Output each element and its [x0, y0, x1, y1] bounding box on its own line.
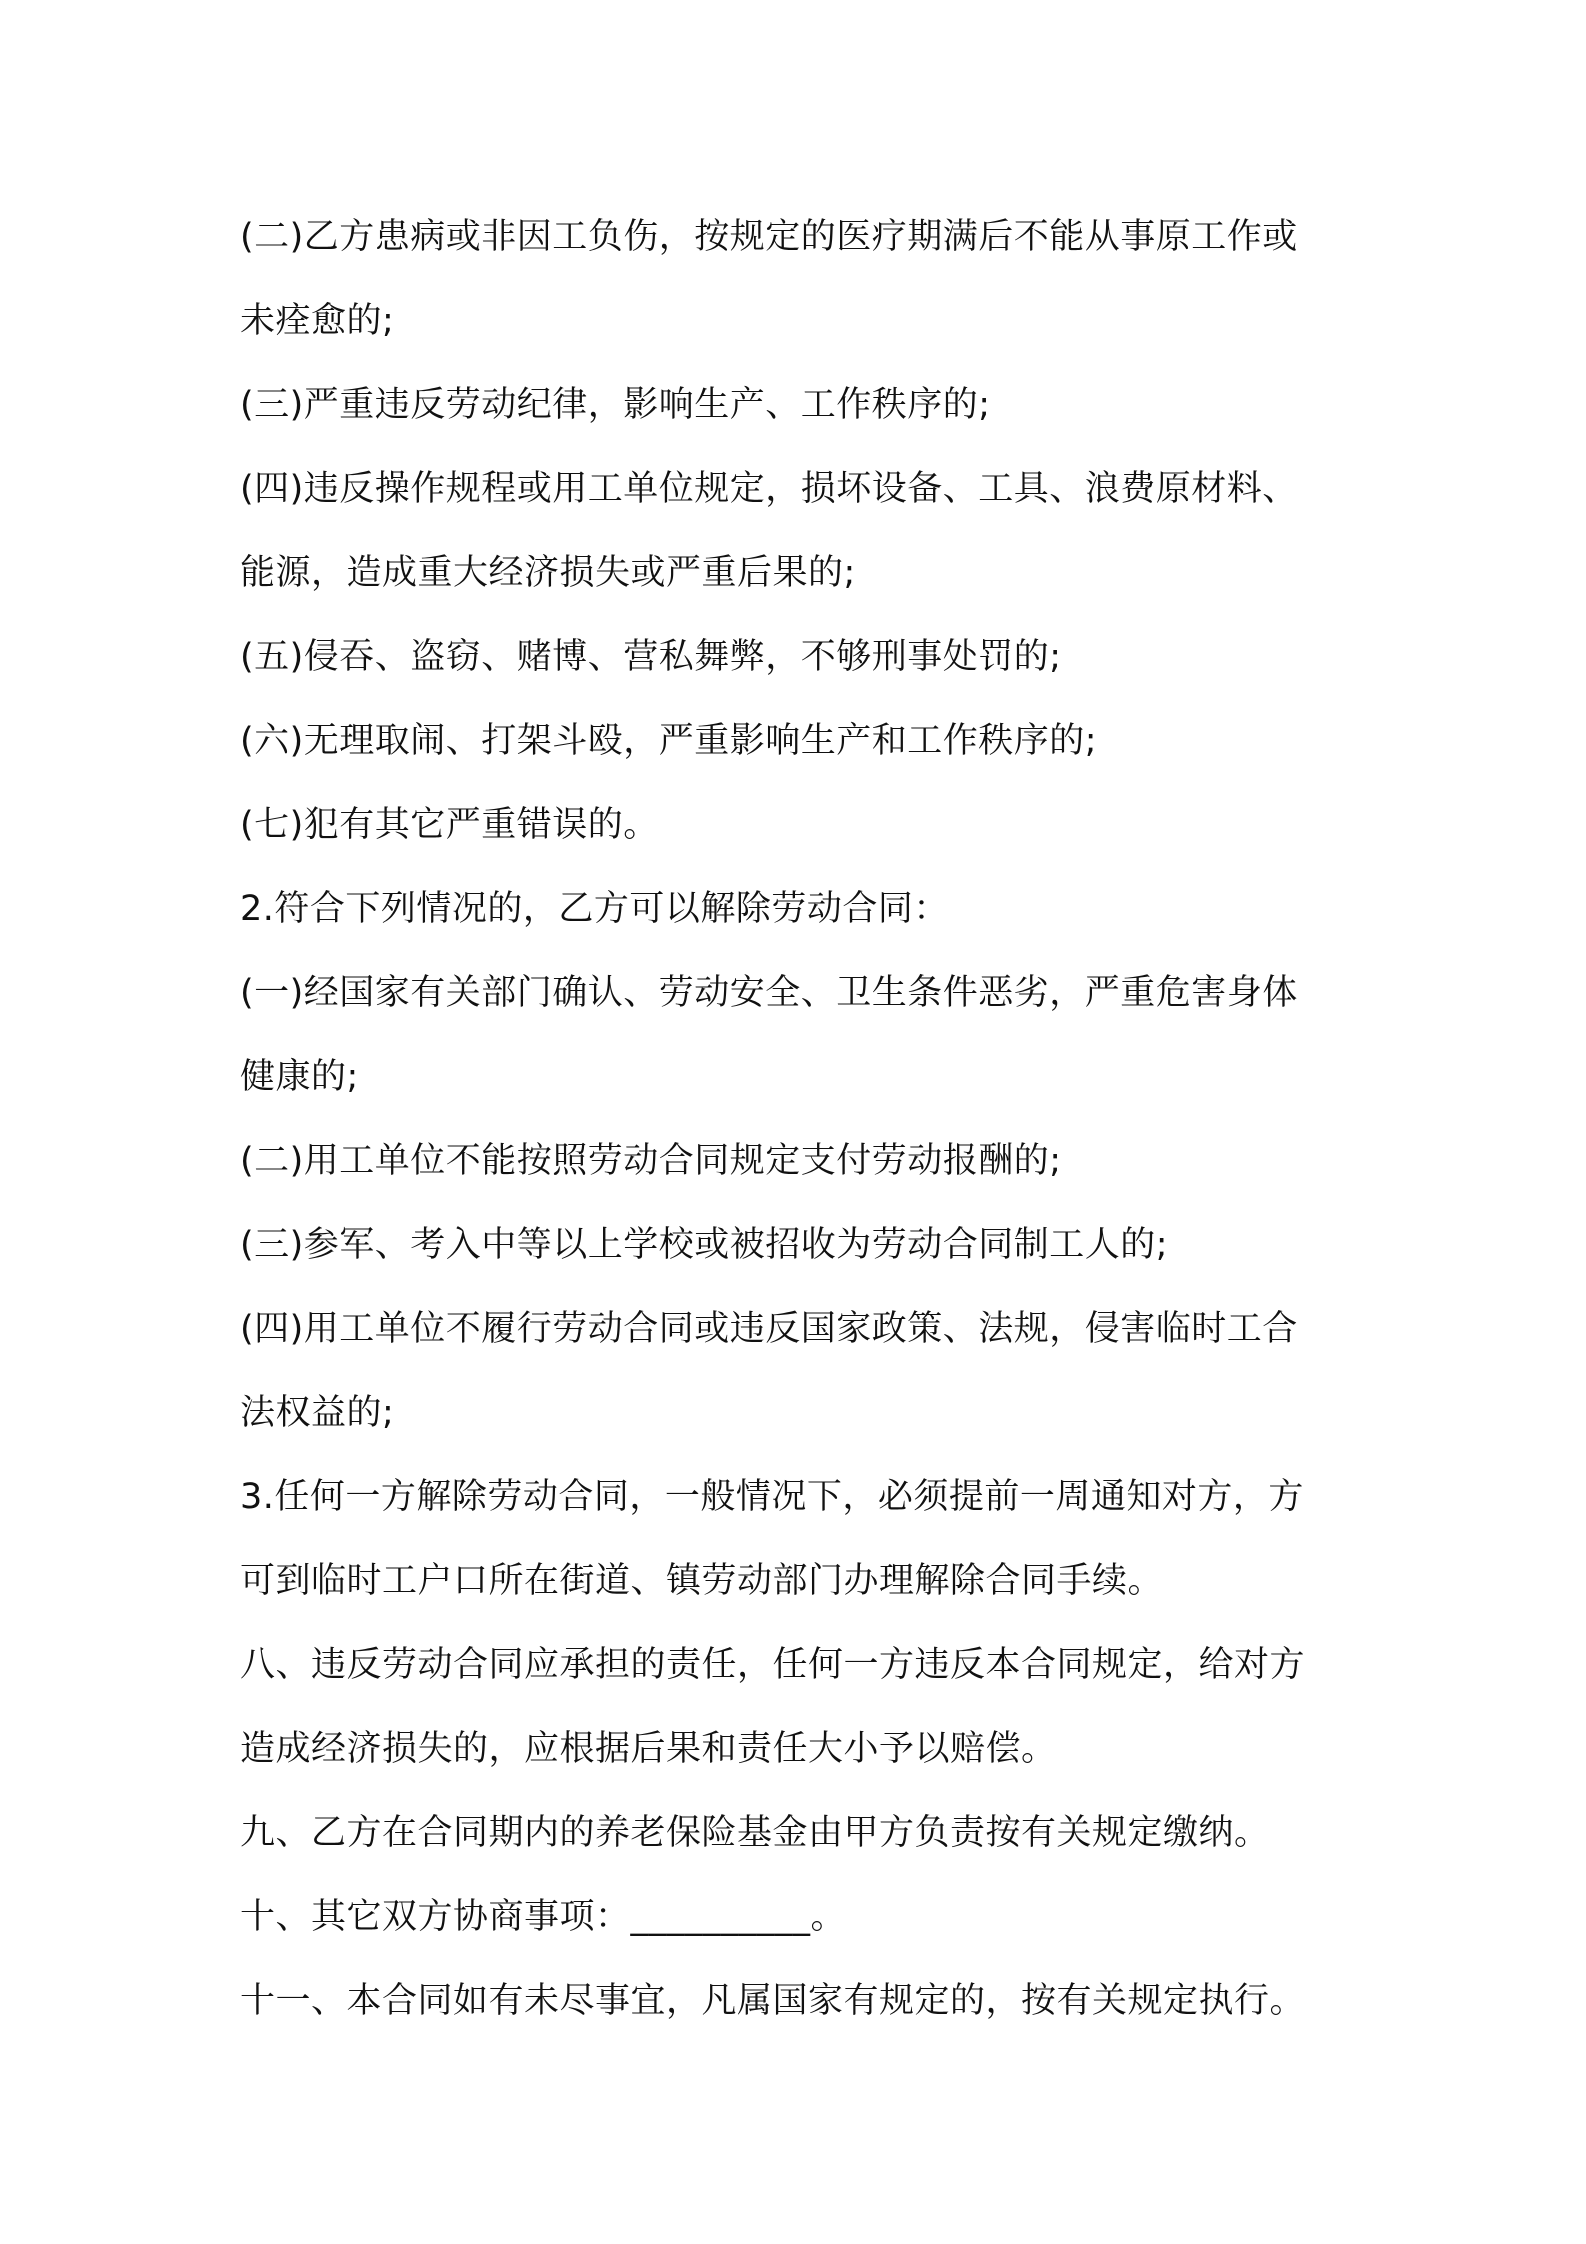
text-line: (四)违反操作规程或用工单位规定，损坏设备、工具、浪费原材料、: [240, 469, 1298, 509]
text-line: 造成经济损失的，应根据后果和责任大小予以赔偿。: [240, 1729, 1057, 1769]
text-line: 3.任何一方解除劳动合同，一般情况下，必须提前一周通知对方，方: [240, 1477, 1304, 1517]
text-line: (一)经国家有关部门确认、劳动安全、卫生条件恶劣，严重危害身体: [240, 973, 1298, 1013]
text-line: (二)用工单位不能按照劳动合同规定支付劳动报酬的;: [240, 1141, 1062, 1181]
text-line: (三)严重违反劳动纪律，影响生产、工作秩序的;: [240, 385, 991, 425]
text-line: (二)乙方患病或非因工负伤，按规定的医疗期满后不能从事原工作或: [240, 217, 1298, 257]
text-line: 可到临时工户口所在街道、镇劳动部门办理解除合同手续。: [240, 1561, 1164, 1601]
text-line: 十、其它双方协商事项：__________。: [240, 1897, 847, 1937]
text-line: (七)犯有其它严重错误的。: [240, 805, 659, 845]
text-line: 健康的;: [240, 1057, 359, 1097]
text-line: 十一、本合同如有未尽事宜，凡属国家有规定的，按有关规定执行。: [240, 1981, 1306, 2021]
text-line: (六)无理取闹、打架斗殴，严重影响生产和工作秩序的;: [240, 721, 1098, 761]
text-line: 法权益的;: [240, 1393, 395, 1433]
text-line: (四)用工单位不履行劳动合同或违反国家政策、法规，侵害临时工合: [240, 1309, 1298, 1349]
text-line: 2.符合下列情况的，乙方可以解除劳动合同：: [240, 889, 949, 929]
text-line: (三)参军、考入中等以上学校或被招收为劳动合同制工人的;: [240, 1225, 1169, 1265]
text-line: 能源，造成重大经济损失或严重后果的;: [240, 553, 856, 593]
text-line: 未痊愈的;: [240, 301, 395, 341]
document-body: [240, 195, 1360, 2043]
text-line: 八、违反劳动合同应承担的责任，任何一方违反本合同规定，给对方: [240, 1645, 1306, 1685]
text-line: (五)侵吞、盗窃、赌博、营私舞弊，不够刑事处罚的;: [240, 637, 1062, 677]
text-line: 九、乙方在合同期内的养老保险基金由甲方负责按有关规定缴纳。: [240, 1813, 1270, 1853]
